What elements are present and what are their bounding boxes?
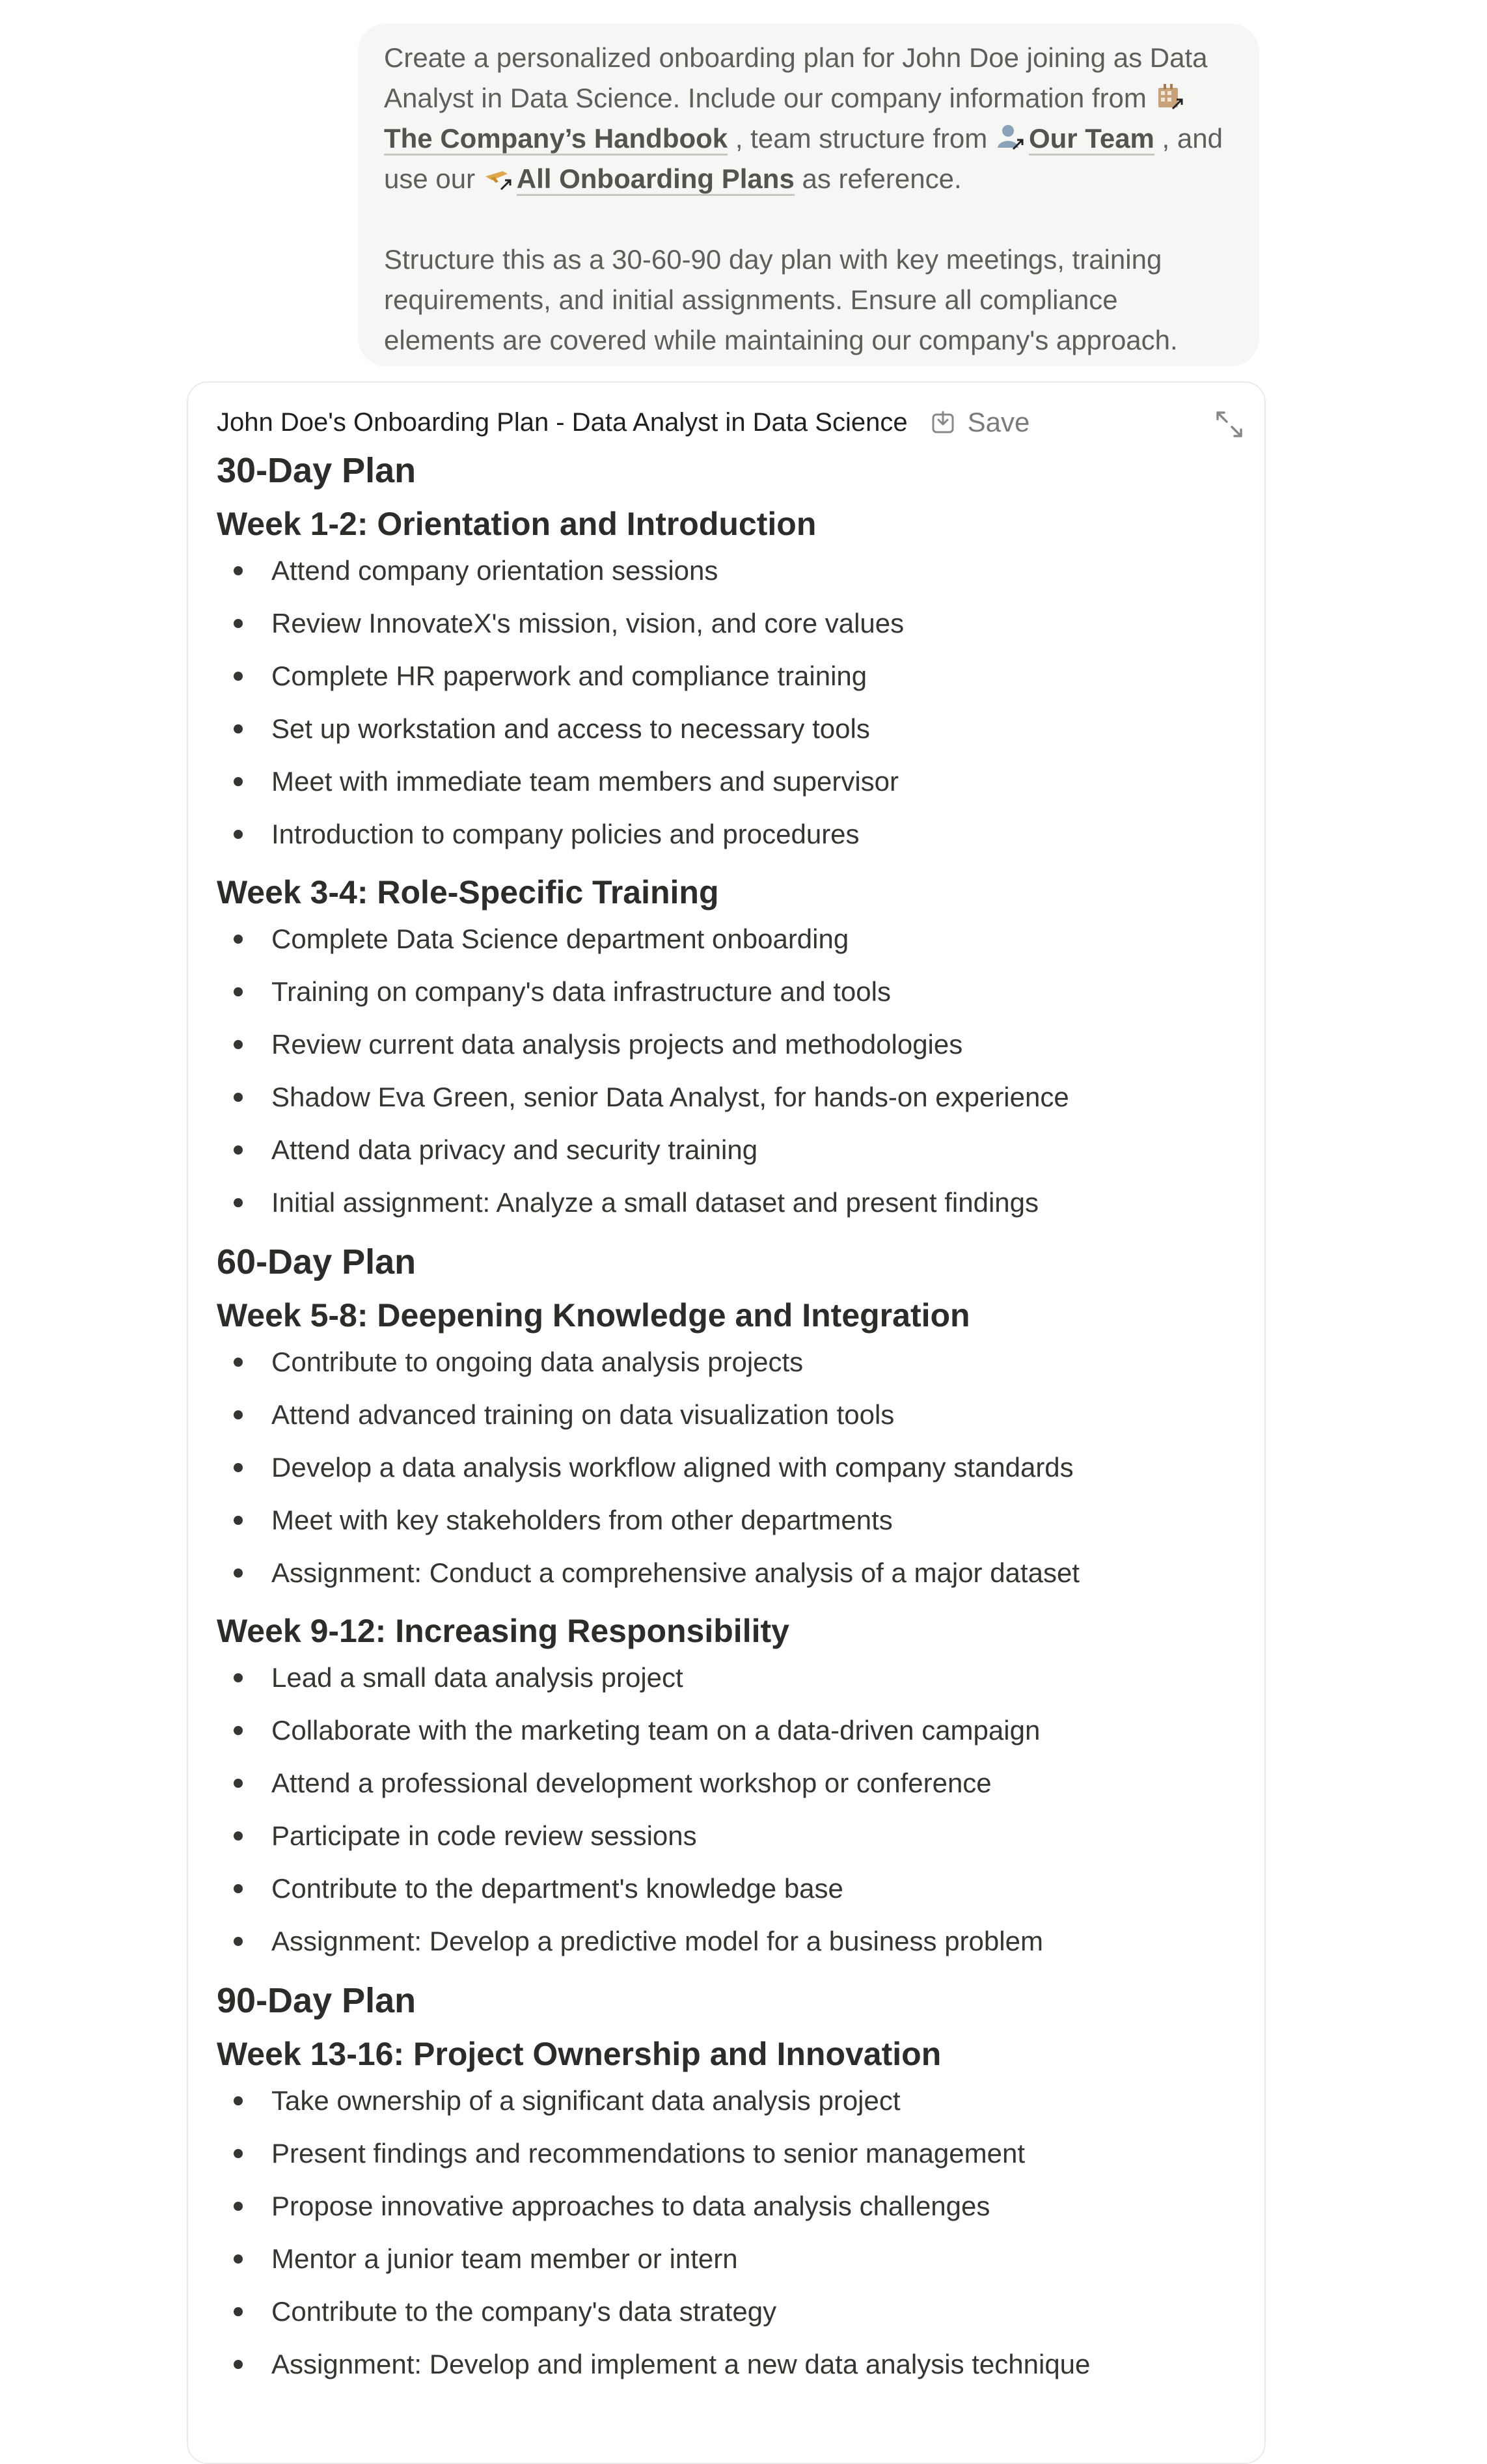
list-item: Review InnovateX's mission, vision, and core values (217, 597, 1238, 650)
bullet-icon (234, 1831, 243, 1841)
list-item: Complete HR paperwork and compliance training (217, 650, 1238, 702)
list-item: Shadow Eva Green, senior Data Analyst, for hands-on experience (217, 1071, 1238, 1123)
bullet-icon (234, 2360, 243, 2369)
building-icon (1154, 81, 1184, 111)
list-item: Take ownership of a significant data analysis project (217, 2074, 1238, 2127)
list-item: Attend company orientation sessions (217, 544, 1238, 597)
week-block (217, 1295, 1238, 1599)
list-item: Contribute to the company's data strategy (217, 2285, 1238, 2338)
bullet-icon (234, 1779, 243, 1788)
plan-30-day (217, 449, 1238, 1229)
bullet-icon (234, 2202, 243, 2211)
prompt-paragraph-1 (384, 38, 1233, 199)
bullet-icon (234, 672, 243, 681)
bullet-icon (234, 2254, 243, 2264)
week-heading: Week 5-8: Deepening Knowledge and Integration (217, 1297, 970, 1334)
list-item: Training on company's data infrastructure and tools (217, 965, 1238, 1018)
list-item: Attend data privacy and security training (217, 1123, 1238, 1176)
bullet-icon (234, 1358, 243, 1367)
bullet-icon (234, 1145, 243, 1155)
handbook-link[interactable]: The Company’s Handbook (384, 123, 728, 156)
list-item: Collaborate with the marketing team on a data-driven campaign (217, 1704, 1238, 1757)
task-list (217, 2074, 1238, 2390)
doc-body (217, 449, 1238, 2390)
person-icon (995, 122, 1025, 152)
bullet-icon (234, 566, 243, 575)
bullet-icon (234, 1463, 243, 1472)
week-heading: Week 13-16: Project Ownership and Innovation (217, 2036, 942, 2072)
list-item: Assignment: Conduct a comprehensive analysis of a major dataset (217, 1546, 1238, 1599)
expand-button[interactable] (1214, 409, 1245, 440)
bullet-icon (234, 1937, 243, 1946)
onboarding-plan-card (187, 381, 1266, 2464)
bullet-icon (234, 1884, 243, 1893)
bullet-icon (234, 1410, 243, 1419)
our-team-link[interactable]: Our Team (1029, 123, 1154, 156)
prompt-text-mid: , team structure from (728, 123, 995, 154)
save-icon (930, 409, 956, 435)
bullet-icon (234, 1040, 243, 1049)
list-item: Contribute to ongoing data analysis projects (217, 1335, 1238, 1388)
week-block (217, 1611, 1238, 1967)
list-item: Introduction to company policies and procedures (217, 808, 1238, 860)
expand-icon (1214, 409, 1245, 440)
task-list (217, 1651, 1238, 1967)
onboarding-plans-link[interactable]: All Onboarding Plans (517, 163, 795, 196)
plan-heading: 60-Day Plan (217, 1242, 416, 1281)
task-list (217, 1335, 1238, 1599)
list-item: Attend advanced training on data visualization tools (217, 1388, 1238, 1441)
bullet-icon (234, 1516, 243, 1525)
bullet-icon (234, 724, 243, 733)
bullet-icon (234, 2149, 243, 2158)
bullet-icon (234, 987, 243, 996)
plan-60-day (217, 1240, 1238, 1967)
bullet-icon (234, 777, 243, 786)
user-prompt-bubble (358, 23, 1259, 366)
week-block (217, 504, 1238, 860)
list-item: Assignment: Develop a predictive model for a business problem (217, 1915, 1238, 1967)
week-block (217, 2034, 1238, 2390)
bullet-icon (234, 1568, 243, 1578)
plan-heading: 90-Day Plan (217, 1981, 416, 2020)
bullet-icon (234, 1726, 243, 1735)
bullet-icon (234, 1198, 243, 1207)
week-heading: Week 3-4: Role-Specific Training (217, 874, 719, 910)
task-list (217, 912, 1238, 1229)
list-item: Mentor a junior team member or intern (217, 2232, 1238, 2285)
list-item: Review current data analysis projects and methodologies (217, 1018, 1238, 1071)
list-item: Present findings and recommendations to senior management (217, 2127, 1238, 2180)
prompt-text-mid2: , and use our (384, 123, 1223, 194)
doc-header (217, 400, 1245, 445)
bullet-icon (234, 830, 243, 839)
list-item: Participate in code review sessions (217, 1809, 1238, 1862)
prompt-paragraph-2: Structure this as a 30-60-90 day plan with key meetings, training requirements, and initial assignments. Ensure all compliance elements are covered while maintaining our company's approach. (384, 244, 1178, 355)
list-item: Set up workstation and access to necessary tools (217, 702, 1238, 755)
week-heading: Week 1-2: Orientation and Introduction (217, 506, 817, 542)
plane-icon (483, 162, 513, 192)
list-item: Propose innovative approaches to data analysis challenges (217, 2180, 1238, 2232)
week-block (217, 872, 1238, 1229)
list-item: Meet with immediate team members and supervisor (217, 755, 1238, 808)
list-item: Meet with key stakeholders from other departments (217, 1494, 1238, 1546)
list-item: Lead a small data analysis project (217, 1651, 1238, 1704)
task-list (217, 544, 1238, 860)
prompt-text-end: as reference. (794, 163, 962, 194)
doc-title: John Doe's Onboarding Plan - Data Analyst in Data Science (217, 407, 908, 437)
list-item: Complete Data Science department onboarding (217, 912, 1238, 965)
plan-heading: 30-Day Plan (217, 451, 416, 490)
bullet-icon (234, 619, 243, 628)
bullet-icon (234, 935, 243, 944)
bullet-icon (234, 2307, 243, 2316)
bullet-icon (234, 2096, 243, 2105)
bullet-icon (234, 1093, 243, 1102)
week-heading: Week 9-12: Increasing Responsibility (217, 1613, 789, 1649)
save-button[interactable] (930, 407, 1030, 438)
prompt-text: Create a personalized onboarding plan for John Doe joining as Data Analyst in Data Science. Include our company information from (384, 42, 1208, 113)
list-item: Contribute to the department's knowledge base (217, 1862, 1238, 1915)
plan-90-day (217, 1979, 1238, 2390)
list-item: Assignment: Develop and implement a new data analysis technique (217, 2338, 1238, 2390)
list-item: Initial assignment: Analyze a small dataset and present findings (217, 1176, 1238, 1229)
save-label: Save (967, 407, 1030, 437)
list-item: Attend a professional development workshop or conference (217, 1757, 1238, 1809)
list-item: Develop a data analysis workflow aligned with company standards (217, 1441, 1238, 1494)
bullet-icon (234, 1673, 243, 1682)
